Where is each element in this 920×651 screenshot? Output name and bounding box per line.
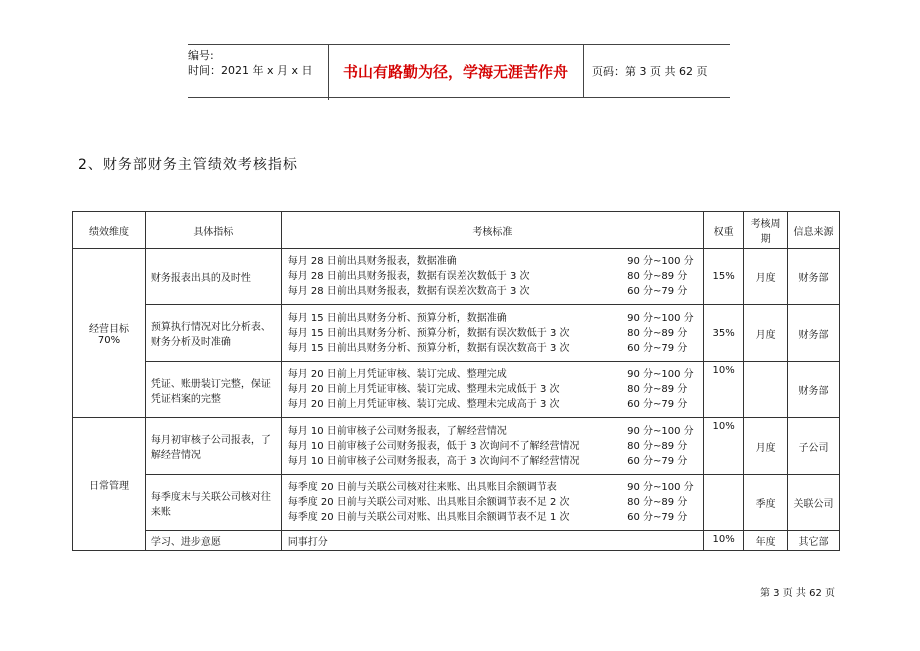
standard-cell bbox=[281, 249, 703, 305]
dimension-cell bbox=[73, 249, 146, 418]
section-title: 2、财务部财务主管绩效考核指标 bbox=[78, 157, 298, 173]
cycle-cell bbox=[744, 361, 788, 417]
weight-cell bbox=[704, 474, 744, 530]
standard-text: 每月 10 日前审核子公司财务报表，低于 3 次询问不了解经营情况 bbox=[287, 440, 580, 452]
standard-text: 每月 20 日前上月凭证审核、装订完成、整理完成 bbox=[287, 369, 507, 381]
table-row bbox=[73, 249, 840, 305]
source-cell: 其它部 bbox=[788, 531, 840, 551]
standard-text: 每月 15 日前出具财务分析、预算分析，数据有误次数低于 3 次 bbox=[287, 327, 570, 339]
kpi-table bbox=[72, 211, 840, 551]
indicator-cell: 财务报表出具的及时性 bbox=[145, 249, 281, 305]
score-range: 80 分~89 分 bbox=[627, 327, 688, 339]
number-label: 编号: bbox=[188, 49, 214, 62]
table-row bbox=[73, 418, 840, 474]
indicator-cell: 预算执行情况对比分析表、财务分析及时准确 bbox=[145, 305, 281, 361]
table-row bbox=[73, 531, 840, 551]
header-cell: 绩效维度 bbox=[73, 212, 146, 249]
standard-cell bbox=[281, 305, 703, 361]
score-range: 60 分~79 分 bbox=[627, 512, 688, 524]
header-page-label: 页码：第 3 页 共 62 页 bbox=[592, 65, 708, 78]
dimension-cell: 日常管理 bbox=[73, 418, 146, 551]
cycle-cell: 月度 bbox=[744, 418, 788, 474]
indicator-cell: 凭证、账册装订完整，保证凭证档案的完整 bbox=[145, 361, 281, 417]
table-row bbox=[73, 361, 840, 417]
standard-text: 每季度 20 日前与关联公司对账、出具账目余额调节表不足 2 次 bbox=[287, 497, 570, 509]
header-meta bbox=[188, 45, 329, 100]
score-range: 80 分~89 分 bbox=[627, 384, 688, 396]
standard-text: 每月 15 日前出具财务分析、预算分析，数据有误次数高于 3 次 bbox=[287, 342, 570, 354]
standard-cell: 同事打分 bbox=[281, 531, 703, 551]
standard-text: 每月 28 日前出具财务报表，数据准确 bbox=[287, 256, 457, 268]
standard-text: 每月 28 日前出具财务报表，数据有误差次数高于 3 次 bbox=[287, 286, 530, 298]
standard-cell bbox=[281, 474, 703, 530]
source-cell: 财务部 bbox=[788, 305, 840, 361]
weight-cell: 10% bbox=[704, 418, 744, 474]
standard-cell bbox=[281, 361, 703, 417]
standard-text: 每季度 20 日前与关联公司核对往来账、出具账目余额调节表 bbox=[287, 482, 557, 494]
source-cell: 财务部 bbox=[788, 249, 840, 305]
dimension-label: 经营目标 bbox=[88, 324, 129, 336]
weight-cell: 35% bbox=[704, 305, 744, 361]
weight-cell: 15% bbox=[704, 249, 744, 305]
score-range: 60 分~79 分 bbox=[627, 455, 688, 467]
cycle-cell: 月度 bbox=[744, 305, 788, 361]
indicator-cell: 每月初审核子公司报表，了解经营情况 bbox=[145, 418, 281, 474]
score-range: 80 分~89 分 bbox=[627, 271, 688, 283]
score-range: 90 分~100 分 bbox=[627, 482, 694, 494]
cycle-cell: 年度 bbox=[744, 531, 788, 551]
indicator-cell: 学习、进步意愿 bbox=[145, 531, 281, 551]
standard-text: 每月 15 日前出具财务分析、预算分析，数据准确 bbox=[287, 312, 507, 324]
indicator-cell: 每季度末与关联公司核对往来账 bbox=[145, 474, 281, 530]
source-cell: 财务部 bbox=[788, 361, 840, 417]
standard-cell bbox=[281, 418, 703, 474]
weight-cell: 10% bbox=[704, 361, 744, 417]
standard-text: 每月 28 日前出具财务报表，数据有误差次数低于 3 次 bbox=[287, 271, 530, 283]
score-range: 80 分~89 分 bbox=[627, 497, 688, 509]
header-cell: 权重 bbox=[704, 212, 744, 249]
score-range: 60 分~79 分 bbox=[627, 342, 688, 354]
standard-text: 每月 10 日前审核子公司财务报表，高于 3 次询问不了解经营情况 bbox=[287, 455, 580, 467]
score-range: 60 分~79 分 bbox=[627, 286, 688, 298]
standard-text: 每季度 20 日前与关联公司对账、出具账目余额调节表不足 1 次 bbox=[287, 512, 570, 524]
header-motto: 书山有路勤为径，学海无涯苦作舟 bbox=[328, 45, 584, 97]
table-header-row bbox=[73, 212, 840, 249]
score-range: 60 分~79 分 bbox=[627, 399, 688, 411]
standard-text: 每月 20 日前上月凭证审核、装订完成、整理未完成低于 3 次 bbox=[287, 384, 560, 396]
cycle-cell: 季度 bbox=[744, 474, 788, 530]
cycle-cell: 月度 bbox=[744, 249, 788, 305]
header-cell: 具体指标 bbox=[145, 212, 281, 249]
dimension-weight: 70% bbox=[97, 335, 121, 347]
score-range: 90 分~100 分 bbox=[627, 256, 694, 268]
weight-cell: 10% bbox=[704, 531, 744, 551]
source-cell: 子公司 bbox=[788, 418, 840, 474]
header-cell: 考核周期 bbox=[744, 212, 788, 249]
standard-text: 每月 10 日前审核子公司财务报表，了解经营情况 bbox=[287, 425, 507, 437]
score-range: 90 分~100 分 bbox=[627, 312, 694, 324]
score-range: 90 分~100 分 bbox=[627, 369, 694, 381]
page-footer: 第 3 页 共 62 页 bbox=[760, 588, 835, 599]
document-header bbox=[188, 44, 730, 98]
standard-text: 每月 20 日前上月凭证审核、装订完成、整理未完成高于 3 次 bbox=[287, 399, 560, 411]
table-row bbox=[73, 305, 840, 361]
score-range: 90 分~100 分 bbox=[627, 425, 694, 437]
source-cell: 关联公司 bbox=[788, 474, 840, 530]
header-cell: 信息来源 bbox=[788, 212, 840, 249]
header-cell: 考核标准 bbox=[281, 212, 703, 249]
time-label: 时间：2021 年 x 月 x 日 bbox=[188, 64, 313, 77]
score-range: 80 分~89 分 bbox=[627, 440, 688, 452]
table-row bbox=[73, 474, 840, 530]
